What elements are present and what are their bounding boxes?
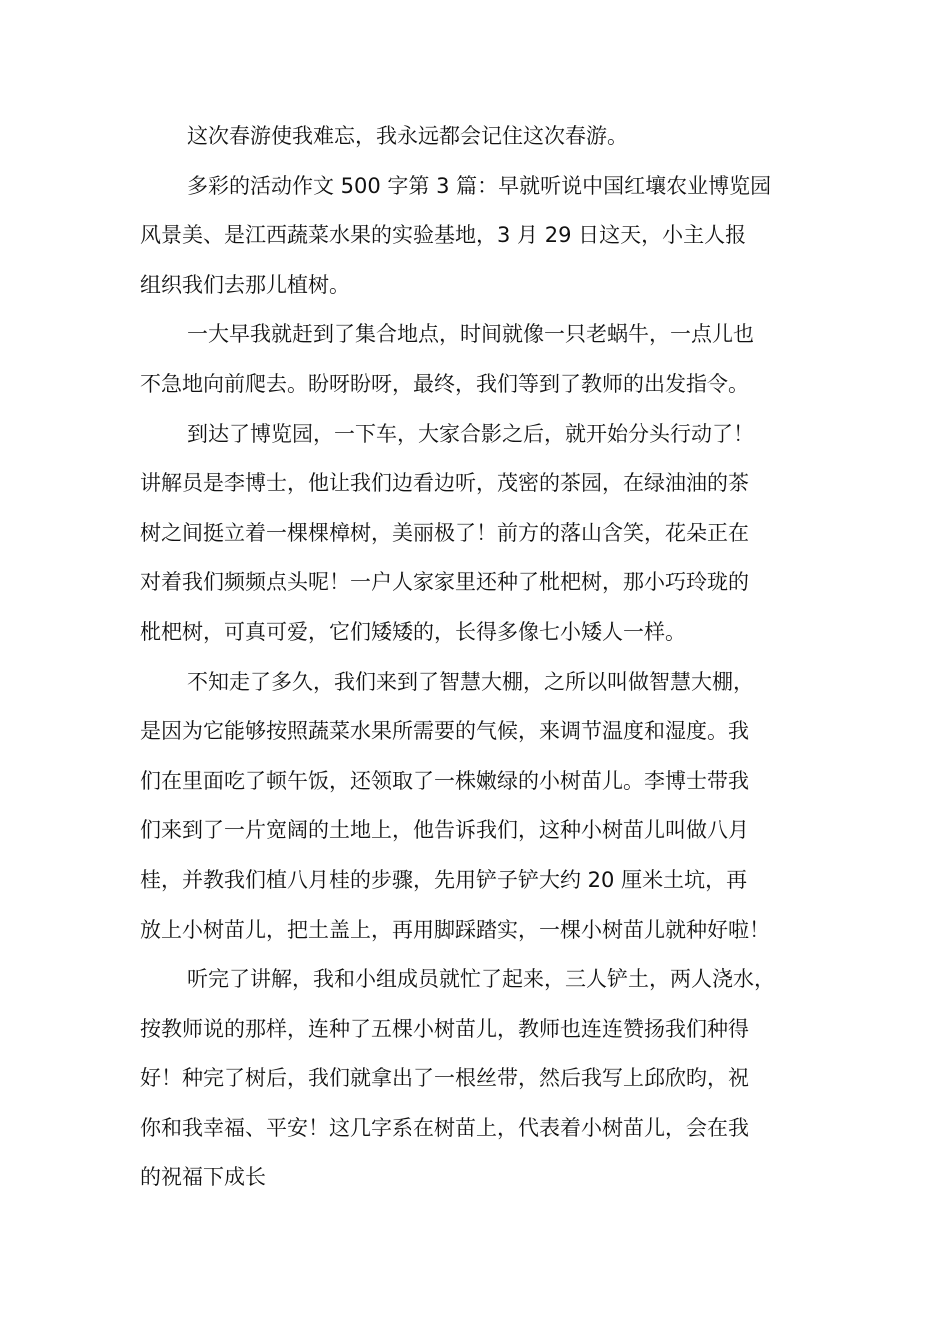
text-line: 枇杷树，可真可爱，它们矮矮的，长得多像七小矮人一样。 xyxy=(140,619,686,644)
text-line: 不知走了多久，我们来到了智慧大棚，之所以叫做智慧大棚， xyxy=(187,669,754,694)
text-line: 对着我们频频点头呢！一户人家家里还种了枇杷树，那小巧玲珑的 xyxy=(140,570,749,595)
text-line: 多彩的活动作文 500 字第 3 篇：早就听说中国红壤农业博览园 xyxy=(187,173,772,198)
text-line: 讲解员是李博士，他让我们边看边听，茂密的茶园，在绿油油的茶 xyxy=(140,471,749,496)
text-line: 树之间挺立着一棵棵樟树，美丽极了！前方的落山含笑，花朵正在 xyxy=(140,520,749,545)
text-line: 一大早我就赶到了集合地点，时间就像一只老蜗牛，一点儿也 xyxy=(187,322,754,347)
paragraph xyxy=(140,658,840,956)
text-line: 组织我们去那儿植树。 xyxy=(140,272,350,297)
text-line: 们来到了一片宽阔的土地上，他告诉我们，这种小树苗儿叫做八月 xyxy=(140,818,749,843)
text-line: 这次春游使我难忘，我永远都会记住这次春游。 xyxy=(187,124,628,148)
article-body xyxy=(140,112,840,1203)
text-line: 按教师说的那样，连种了五棵小树苗儿，教师也连连赞扬我们种得 xyxy=(140,1016,749,1041)
paragraph xyxy=(140,162,840,311)
paragraph xyxy=(140,112,840,162)
text-line: 听完了讲解，我和小组成员就忙了起来，三人铲土，两人浇水， xyxy=(187,967,775,992)
text-line: 风景美、是江西蔬菜水果的实验基地，3 月 29 日这天，小主人报 xyxy=(140,223,747,248)
text-line: 们在里面吃了顿午饭，还领取了一株嫩绿的小树苗儿。李博士带我 xyxy=(140,768,749,793)
text-line: 是因为它能够按照蔬菜水果所需要的气候，来调节温度和湿度。我 xyxy=(140,719,749,744)
text-line: 放上小树苗儿，把土盖上，再用脚踩踏实，一棵小树苗儿就种好啦！ xyxy=(140,917,770,942)
text-line: 桂，并教我们植八月桂的步骤，先用铲子铲大约 20 厘米土坑，再 xyxy=(140,867,748,892)
paragraph xyxy=(140,410,840,658)
text-line: 你和我幸福、平安！这几字系在树苗上，代表着小树苗儿，会在我 xyxy=(140,1115,749,1140)
text-line: 到达了博览园，一下车，大家合影之后，就开始分头行动了！ xyxy=(187,421,754,446)
paragraph xyxy=(140,310,840,409)
text-line: 好！种完了树后，我们就拿出了一根丝带，然后我写上邱欣昀，祝 xyxy=(140,1066,749,1091)
text-line: 的祝福下成长 xyxy=(140,1165,266,1190)
paragraph xyxy=(140,955,840,1203)
text-line: 不急地向前爬去。盼呀盼呀，最终，我们等到了教师的出发指令。 xyxy=(140,371,749,396)
